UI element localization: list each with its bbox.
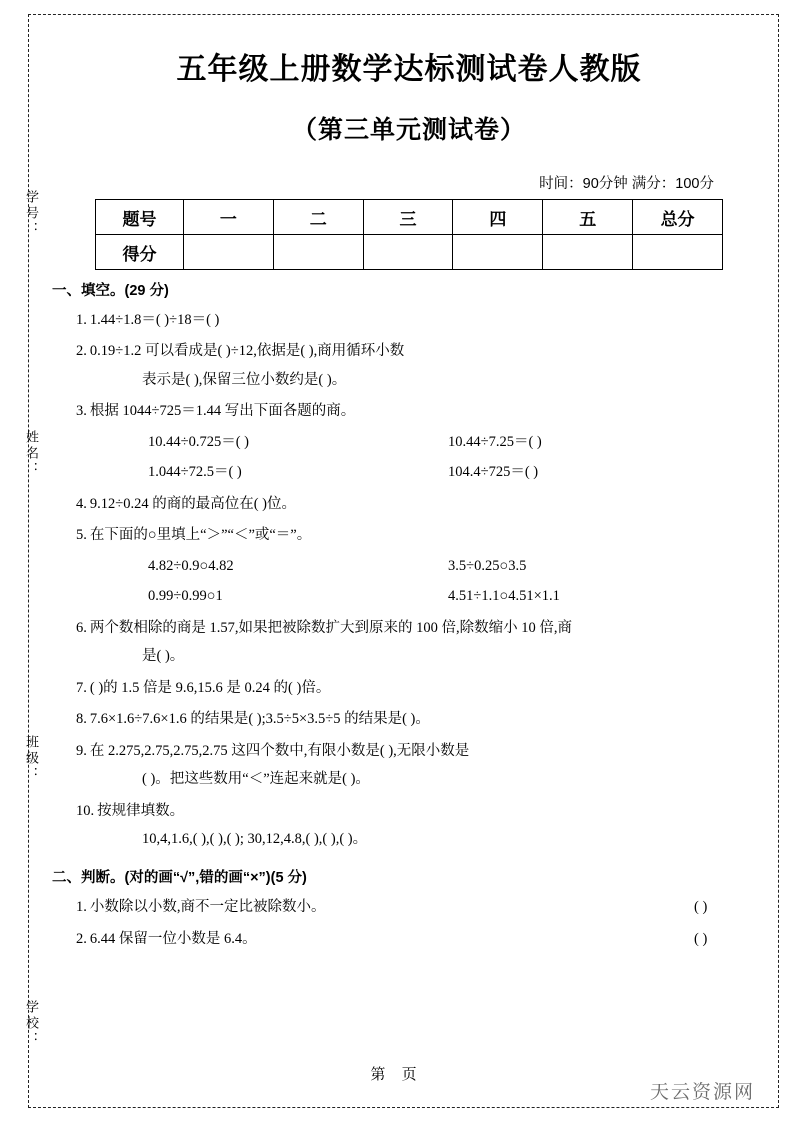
question-text-cont: 表示是( ),保留三位小数约是( )。 <box>142 371 347 388</box>
question-number: 6. <box>76 619 87 636</box>
side-label-school: 学校： <box>24 1000 39 1048</box>
side-label-student-id: 学号： <box>24 190 39 238</box>
question-1-5 <box>70 524 748 607</box>
expression-right: 104.4÷725＝( ) <box>448 464 539 481</box>
question-text-cont: ( )。把这些数用“＜”连起来就是( )。 <box>142 771 370 788</box>
question-1-4 <box>70 493 748 515</box>
question-text: 7.6×1.6÷7.6×1.6 的结果是( );3.5÷5×3.5÷5 的结果是( )。 <box>89 711 430 728</box>
question-number: 9. <box>76 742 87 759</box>
watermark: 天云资源网 <box>649 1082 755 1103</box>
side-label-class: 班级： <box>24 735 39 783</box>
question-number: 8. <box>76 711 87 728</box>
exam-meta: 时间：90分钟 满分：100分 <box>539 176 714 192</box>
score-cell-0[interactable] <box>183 235 273 270</box>
question-1-9 <box>70 740 748 791</box>
question-text: 小数除以小数,商不一定比被除数小。 <box>89 899 326 916</box>
question-text: 两个数相除的商是 1.57,如果把被除数扩大到原来的 100 倍,除数缩小 10 倍,商 <box>89 619 572 636</box>
question-text: 按规律填数。 <box>97 802 185 819</box>
score-table-col-2: 三 <box>363 200 453 235</box>
question-1-2 <box>70 340 748 391</box>
score-cell-5[interactable] <box>633 235 723 270</box>
page-border-right <box>778 14 779 1108</box>
score-cell-3[interactable] <box>453 235 543 270</box>
question-1-5-row-1 <box>96 555 748 577</box>
question-text-cont: 是( )。 <box>142 648 185 665</box>
question-number: 1. <box>76 312 87 328</box>
table-row-score <box>96 235 723 270</box>
table-row-header <box>96 200 723 235</box>
question-number: 1. <box>76 899 87 916</box>
score-table-row-label-0: 题号 <box>96 200 184 235</box>
score-cell-2[interactable] <box>363 235 453 270</box>
side-label-name: 姓名： <box>24 430 39 478</box>
question-1-3-row-2 <box>96 461 748 483</box>
question-1-6 <box>70 617 748 668</box>
section-heading-2: 二、判断。(对的画“√”,错的画“×”)(5 分) <box>52 870 307 887</box>
question-1-3 <box>70 400 748 483</box>
document-content <box>52 30 748 950</box>
page-border-top <box>28 14 779 15</box>
score-table-col-5: 总分 <box>633 200 723 235</box>
question-1-5-row-2 <box>96 585 748 607</box>
comparison-left: 0.99÷0.99○1 <box>148 588 223 605</box>
question-1-1 <box>70 309 748 331</box>
score-table-row-label-1: 得分 <box>96 235 184 270</box>
score-cell-1[interactable] <box>273 235 363 270</box>
comparison-right: 4.51÷1.1○4.51×1.1 <box>448 588 560 605</box>
score-table-col-1: 二 <box>273 200 363 235</box>
question-number: 10. <box>76 802 95 819</box>
section-heading-1: 一、填空。(29 分) <box>52 283 169 299</box>
question-1-3-row-1 <box>96 431 748 453</box>
score-table-col-0: 一 <box>183 200 273 235</box>
question-1-8 <box>70 708 748 730</box>
question-2-1: ( ) 1. 小数除以小数,商不一定比被除数小。 <box>76 899 708 916</box>
expression-left: 1.044÷72.5＝( ) <box>148 464 242 481</box>
question-text: 在 2.275,2.75,2.75,2.75 这四个数中,有限小数是( ),无限小数是 <box>89 742 470 759</box>
page-footer: 第 页 <box>370 1066 423 1083</box>
score-cell-4[interactable] <box>543 235 633 270</box>
question-text: 在下面的○里填上“＞”“＜”或“＝”。 <box>89 527 312 544</box>
question-2-2: ( ) 2. 6.44 保留一位小数是 6.4。 <box>76 930 708 947</box>
question-text: 0.19÷1.2 可以看成是( )÷12,依据是( ),商用循环小数 <box>89 343 405 360</box>
question-number: 2. <box>76 343 87 360</box>
score-table <box>95 199 723 270</box>
page-subtitle: （第三单元测试卷） <box>291 116 526 144</box>
question-number: 5. <box>76 527 87 544</box>
question-text-cont: 10,4,1.6,( ),( ),( ); 30,12,4.8,( ),( ),( )。 <box>142 830 368 847</box>
comparison-left: 4.82÷0.9○4.82 <box>148 557 234 574</box>
question-text: 根据 1044÷725＝1.44 写出下面各题的商。 <box>89 403 356 420</box>
page-border-bottom <box>28 1107 779 1108</box>
question-text: 1.44÷1.8＝( )÷18＝( ) <box>89 312 220 328</box>
page-title: 五年级上册数学达标测试卷人教版 <box>176 53 642 86</box>
question-number: 7. <box>76 679 87 696</box>
question-text: 9.12÷0.24 的商的最高位在( )位。 <box>89 495 296 512</box>
score-table-col-3: 四 <box>453 200 543 235</box>
score-table-col-4: 五 <box>543 200 633 235</box>
expression-left: 10.44÷0.725＝( ) <box>148 433 249 450</box>
expression-right: 10.44÷7.25＝( ) <box>448 433 542 450</box>
question-1-7 <box>70 677 748 699</box>
comparison-right: 3.5÷0.25○3.5 <box>448 557 527 574</box>
question-text: ( )的 1.5 倍是 9.6,15.6 是 0.24 的( )倍。 <box>89 679 331 696</box>
question-1-10 <box>70 800 748 851</box>
question-number: 4. <box>76 495 87 512</box>
question-number: 2. <box>76 930 87 947</box>
page-border-left <box>28 14 29 1108</box>
question-text: 6.44 保留一位小数是 6.4。 <box>89 930 257 947</box>
question-number: 3. <box>76 403 87 420</box>
